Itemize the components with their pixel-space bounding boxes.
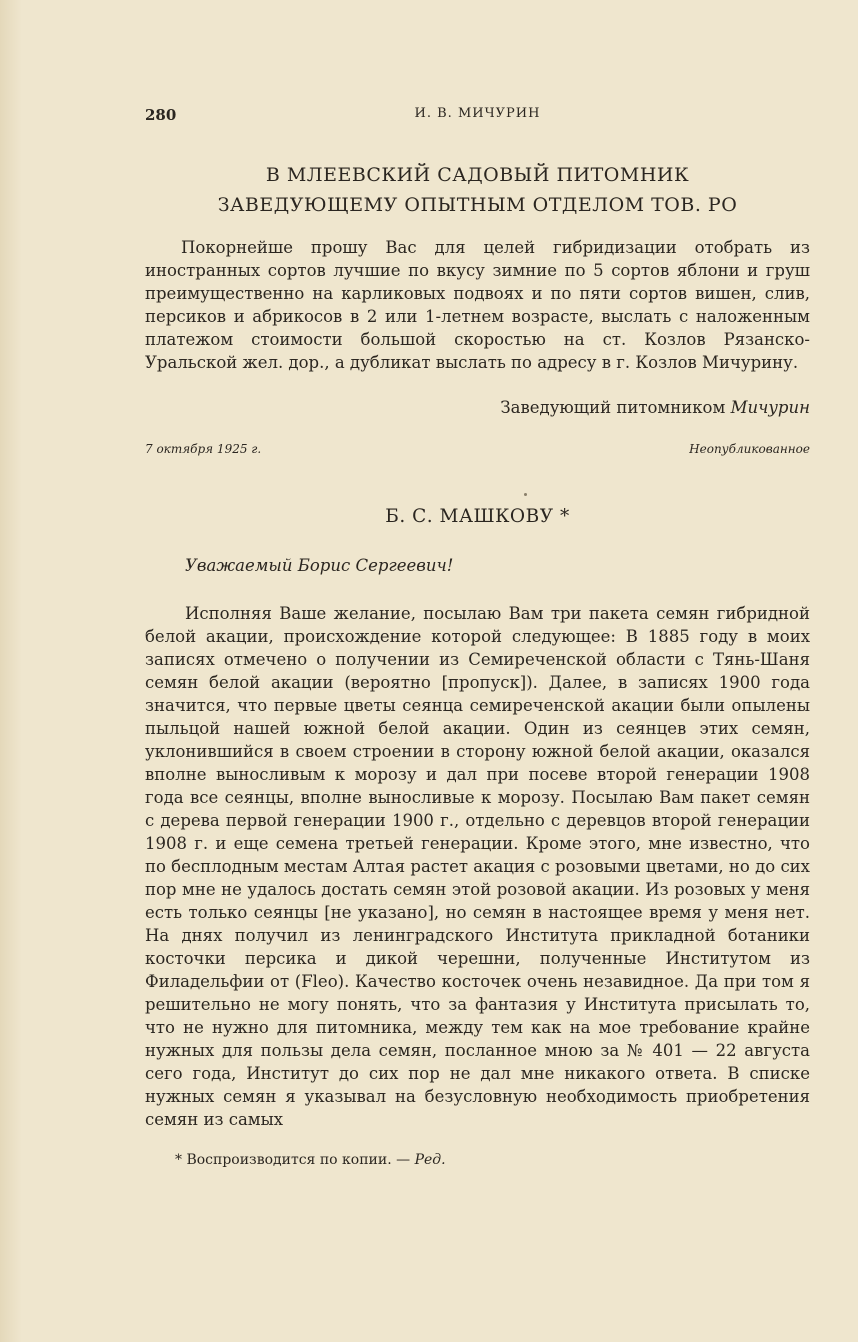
running-head: И. В. МИЧУРИН [414,106,541,121]
footnote-editor: Ред. [414,1152,446,1168]
page-number: 280 [145,106,177,124]
letter1-body: Покорнейше прошу Вас для целей гибридизации отобрать из иностранных сортов лучшие по вкусу зимние по 5 сортов яблони и груш преимущественно на карликовых подвоях и по пяти сортов вишен, слив, персиков и абрикосов в 2 или 1-летнем возрасте, выслать с наложенным платежом стоимости большой скоростью на ст. Козлов Рязанско-Уральской жел. дор., а дубликат выслать по адресу в г. Козлов Мичурину. [145,238,810,372]
letter2-greeting: Уважаемый Борис Сергеевич! [185,556,454,575]
footnote [175,1152,446,1168]
footnote-text: * Воспроизводится по копии. — [175,1152,411,1168]
page-header [145,106,810,130]
letter1-title-line2: ЗАВЕДУЮЩЕМУ ОПЫТНЫМ ОТДЕЛОМ ТОВ. РО [217,194,738,216]
letter2-title: Б. С. МАШКОВУ * [385,506,570,527]
page-edge-shadow [0,0,22,1342]
letter2-body: Исполняя Ваше желание, посылаю Вам три пакета семян гибридной белой акации, происхождение которой следующее: В 1885 году в моих записях отмечено о получении из Семиреченской области с Тянь-Шаня семян белой акации (вероятно [пропуск]). Далее, в записях 1900 года значится, что первые цветы сеянца семиреченской акации были опылены пыльцой нашей южной белой акации. Один из сеянцев этих семян, уклонившийся в своем строении в сторону южной белой акации, оказался вполне выносливым к морозу и дал при посеве второй генерации 1908 года все сеянцы, вполне выносливые к морозу. Посылаю Вам пакет семян с дерева первой генерации 1900 г., отдельно с деревцов второй генерации 1908 г. и еще семена третьей генерации. Кроме этого, мне известно, что по бесплодным местам Алтая растет акация с розовыми цветами, но до сих пор мне не удалось достать семян этой розовой акации. Из розовых у меня есть только сеянцы [не указано], но семян в настоящее время у меня нет. На днях получил из ленинградского Института прикладной ботаники косточки персика и дикой черешни, полученные Институтом из Филадельфии от (Fleo). Качество косточек очень незавидное. Да при том я решительно не могу понять, что за фантазия у Института присылать то, что не нужно для питомника, между тем как на мое требование крайне нужных для пользы дела семян, посланное мною за № 401 — 22 августа сего года, Институт до сих пор не дал мне никакого ответа. В списке нужных семян я указывал на безусловную необходимость приобретения семян из самых [145,604,810,1129]
letter1-status: Неопубликованное [689,442,810,456]
signature-role: Заведующий питомником [500,398,726,417]
letter1-date: 7 октября 1925 г. [145,442,262,456]
letter1-signature [145,398,810,417]
signature-name: Мичурин [730,398,810,417]
letter1-title-line1: В МЛЕЕВСКИЙ САДОВЫЙ ПИТОМНИК [265,164,690,186]
ink-speck [524,493,527,496]
